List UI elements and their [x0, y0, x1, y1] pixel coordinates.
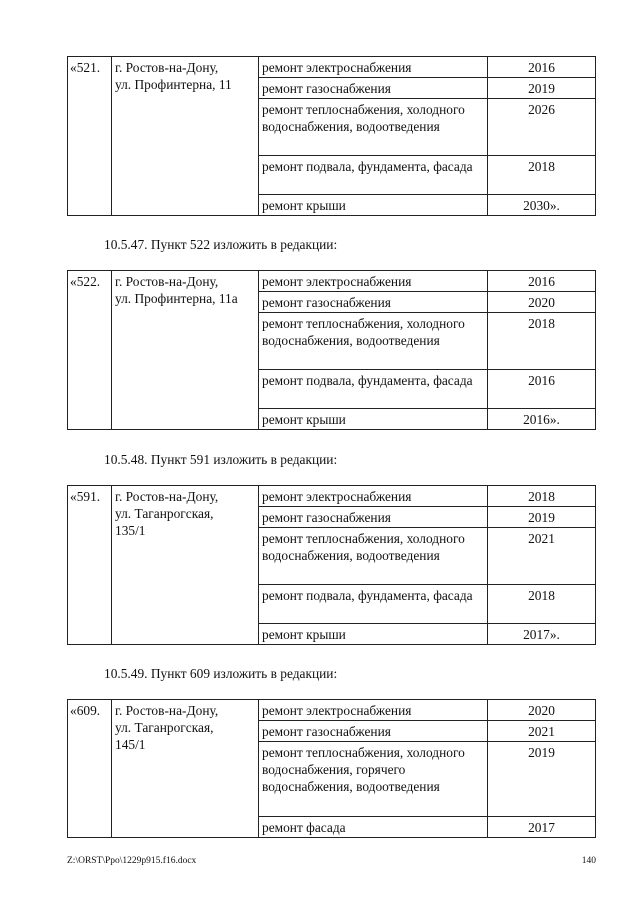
- footer-page-number: 140: [581, 856, 596, 866]
- year-cell: 2020: [488, 700, 596, 721]
- work-cell: ремонт крыши: [259, 624, 488, 645]
- item-address: г. Ростов-на-Дону, ул. Таганрогская, 135/1: [112, 486, 259, 645]
- work-cell: ремонт фасада: [259, 817, 488, 838]
- work-cell: ремонт электроснабжения: [259, 57, 488, 78]
- year-cell: 2017: [488, 817, 596, 838]
- year-cell: 2026: [488, 99, 596, 156]
- year-cell: 2021: [488, 528, 596, 585]
- work-cell: ремонт газоснабжения: [259, 78, 488, 99]
- item-address: г. Ростов-на-Дону, ул. Профинтерна, 11а: [112, 271, 259, 430]
- year-cell: 2018: [488, 156, 596, 195]
- item-number: «522.: [68, 271, 112, 430]
- year-cell: 2017».: [488, 624, 596, 645]
- year-cell: 2019: [488, 742, 596, 817]
- table-item-609: [67, 699, 596, 838]
- year-cell: 2018: [488, 313, 596, 370]
- year-cell: 2016: [488, 57, 596, 78]
- work-cell: ремонт газоснабжения: [259, 292, 488, 313]
- work-cell: ремонт теплоснабжения, холодного водоснабжения, водоотведения: [259, 99, 488, 156]
- paragraph-10-5-48: 10.5.48. Пункт 591 изложить в редакции:: [104, 452, 338, 467]
- year-cell: 2016: [488, 370, 596, 409]
- item-number: «609.: [68, 700, 112, 838]
- year-cell: 2019: [488, 78, 596, 99]
- work-cell: ремонт электроснабжения: [259, 271, 488, 292]
- item-number: «591.: [68, 486, 112, 645]
- work-cell: ремонт крыши: [259, 409, 488, 430]
- work-cell: ремонт подвала, фундамента, фасада: [259, 156, 488, 195]
- work-cell: ремонт газоснабжения: [259, 721, 488, 742]
- year-cell: 2018: [488, 486, 596, 507]
- year-cell: 2021: [488, 721, 596, 742]
- table-item-591: [67, 485, 596, 645]
- year-cell: 2019: [488, 507, 596, 528]
- work-cell: ремонт электроснабжения: [259, 700, 488, 721]
- work-cell: ремонт крыши: [259, 195, 488, 216]
- paragraph-10-5-49: 10.5.49. Пункт 609 изложить в редакции:: [104, 666, 338, 681]
- work-cell: ремонт теплоснабжения, холодного водоснабжения, горячего водоснабжения, водоотведения: [259, 742, 488, 817]
- work-cell: ремонт теплоснабжения, холодного водоснабжения, водоотведения: [259, 313, 488, 370]
- year-cell: 2018: [488, 585, 596, 624]
- year-cell: 2030».: [488, 195, 596, 216]
- item-address: г. Ростов-на-Дону, ул. Профинтерна, 11: [112, 57, 259, 216]
- work-cell: ремонт теплоснабжения, холодного водоснабжения, водоотведения: [259, 528, 488, 585]
- year-cell: 2020: [488, 292, 596, 313]
- table-item-522: [67, 270, 596, 430]
- footer-file-path: Z:\ORST\Ppo\1229p915.f16.docx: [67, 856, 197, 866]
- year-cell: 2016».: [488, 409, 596, 430]
- paragraph-10-5-47: 10.5.47. Пункт 522 изложить в редакции:: [104, 237, 338, 252]
- work-cell: ремонт подвала, фундамента, фасада: [259, 585, 488, 624]
- year-cell: 2016: [488, 271, 596, 292]
- work-cell: ремонт электроснабжения: [259, 486, 488, 507]
- item-number: «521.: [68, 57, 112, 216]
- table-item-521: [67, 56, 596, 216]
- item-address: г. Ростов-на-Дону, ул. Таганрогская, 145/1: [112, 700, 259, 838]
- work-cell: ремонт газоснабжения: [259, 507, 488, 528]
- work-cell: ремонт подвала, фундамента, фасада: [259, 370, 488, 409]
